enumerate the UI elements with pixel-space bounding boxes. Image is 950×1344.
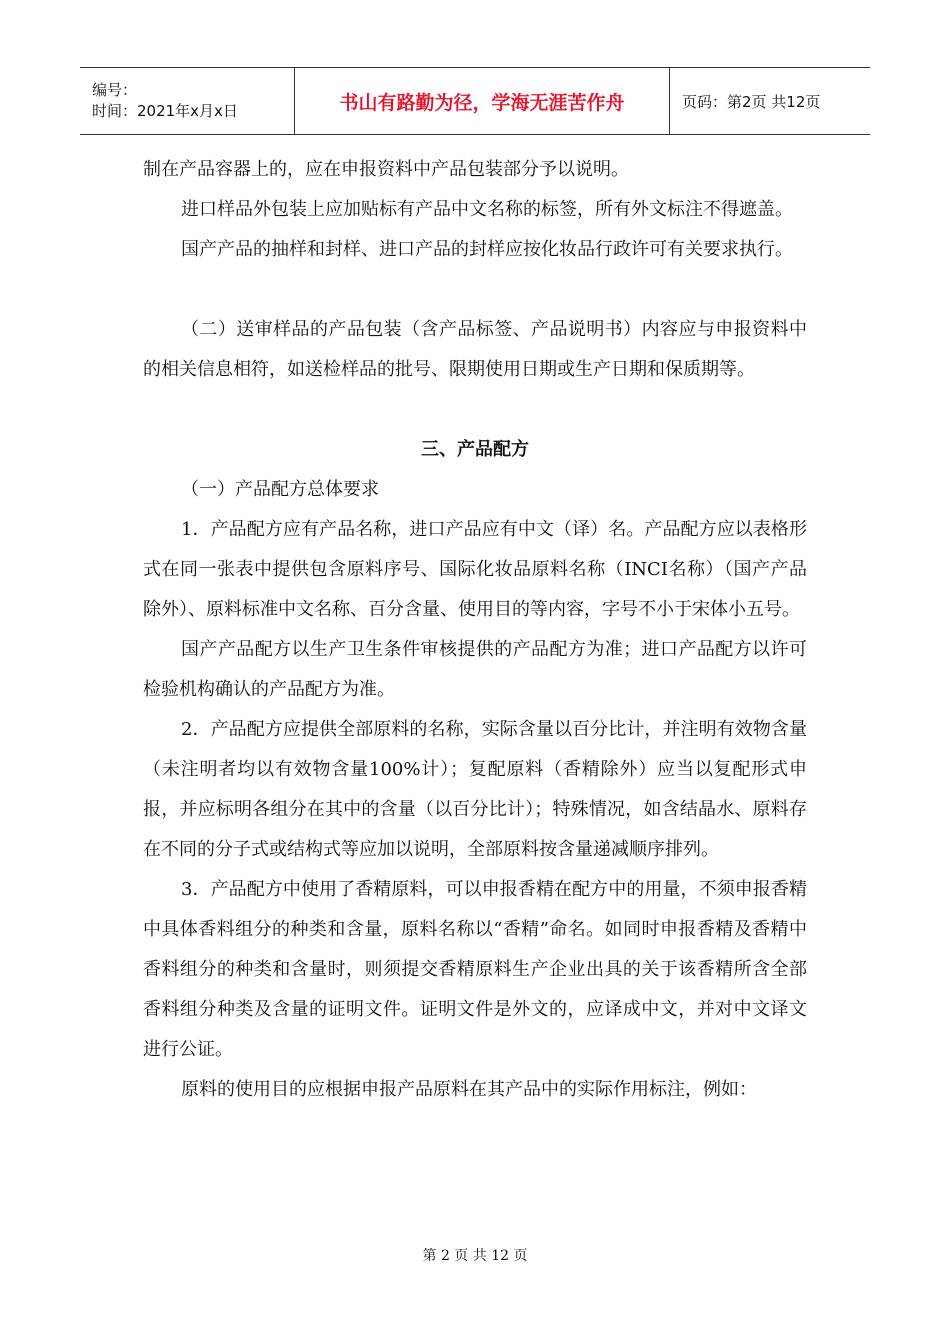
paragraph: 进口样品外包装上应加贴标有产品中文名称的标签，所有外文标注不得遮盖。 [181, 199, 793, 220]
document-body [143, 150, 807, 1110]
paragraph: 1．产品配方应有产品名称，进口产品应有中文（译）名。产品配方应以表格形式在同一张表中提供包含原料序号、国际化妆品原料名称（INCI名称）（国产产品除外）、原料标准中文名称、百分含量、使用目的等内容，字号不小于宋体小五号。 [143, 519, 807, 620]
header-meta [80, 68, 295, 135]
time-label: 时间：2021年x月x日 [92, 102, 238, 120]
paragraph: 原料的使用目的应根据申报产品原料在其产品中的实际作用标注，例如： [181, 1079, 757, 1100]
spacer [143, 390, 807, 430]
subsection-heading: （一）产品配方总体要求 [181, 479, 379, 500]
paragraph: （二）送审样品的产品包装（含产品标签、产品说明书）内容应与申报资料中的相关信息相符，如送检样品的批号、限期使用日期或生产日期和保质期等。 [143, 319, 807, 380]
page-header [80, 67, 870, 135]
paragraph: 国产产品的抽样和封样、进口产品的封样应按化妆品行政许可有关要求执行。 [181, 239, 793, 260]
paragraph: 2．产品配方应提供全部原料的名称，实际含量以百分比计，并注明有效物含量（未注明者均以有效物含量100%计）；复配原料（香精除外）应当以复配形式申报，并应标明各组分在其中的含量（以百分比计）；特殊情况，如含结晶水、原料存在不同的分子式或结构式等应加以说明，全部原料按含量递减顺序排列。 [143, 719, 807, 860]
header-motto: 书山有路勤为径，学海无涯苦作舟 [295, 68, 670, 135]
spacer [143, 270, 807, 310]
paragraph: 3．产品配方中使用了香精原料，可以申报香精在配方中的用量，不须申报香精中具体香料组分的种类和含量，原料名称以“香精”命名。如同时申报香精及香精中香料组分的种类和含量时，则须提交香精原料生产企业出具的关于该香精所含全部香料组分种类及含量的证明文件。证明文件是外文的，应译成中文，并对中文译文进行公证。 [143, 879, 807, 1060]
paragraph: 国产产品配方以生产卫生条件审核提供的产品配方为准；进口产品配方以许可检验机构确认的产品配方为准。 [143, 639, 807, 700]
page-footer: 第 2 页 共 12 页 [422, 1248, 528, 1264]
code-label: 编号： [92, 81, 138, 99]
section-title: 三、产品配方 [421, 439, 529, 460]
header-page-info: 页码：第2页 共12页 [670, 68, 871, 135]
paragraph: 制在产品容器上的，应在申报资料中产品包装部分予以说明。 [143, 159, 629, 180]
